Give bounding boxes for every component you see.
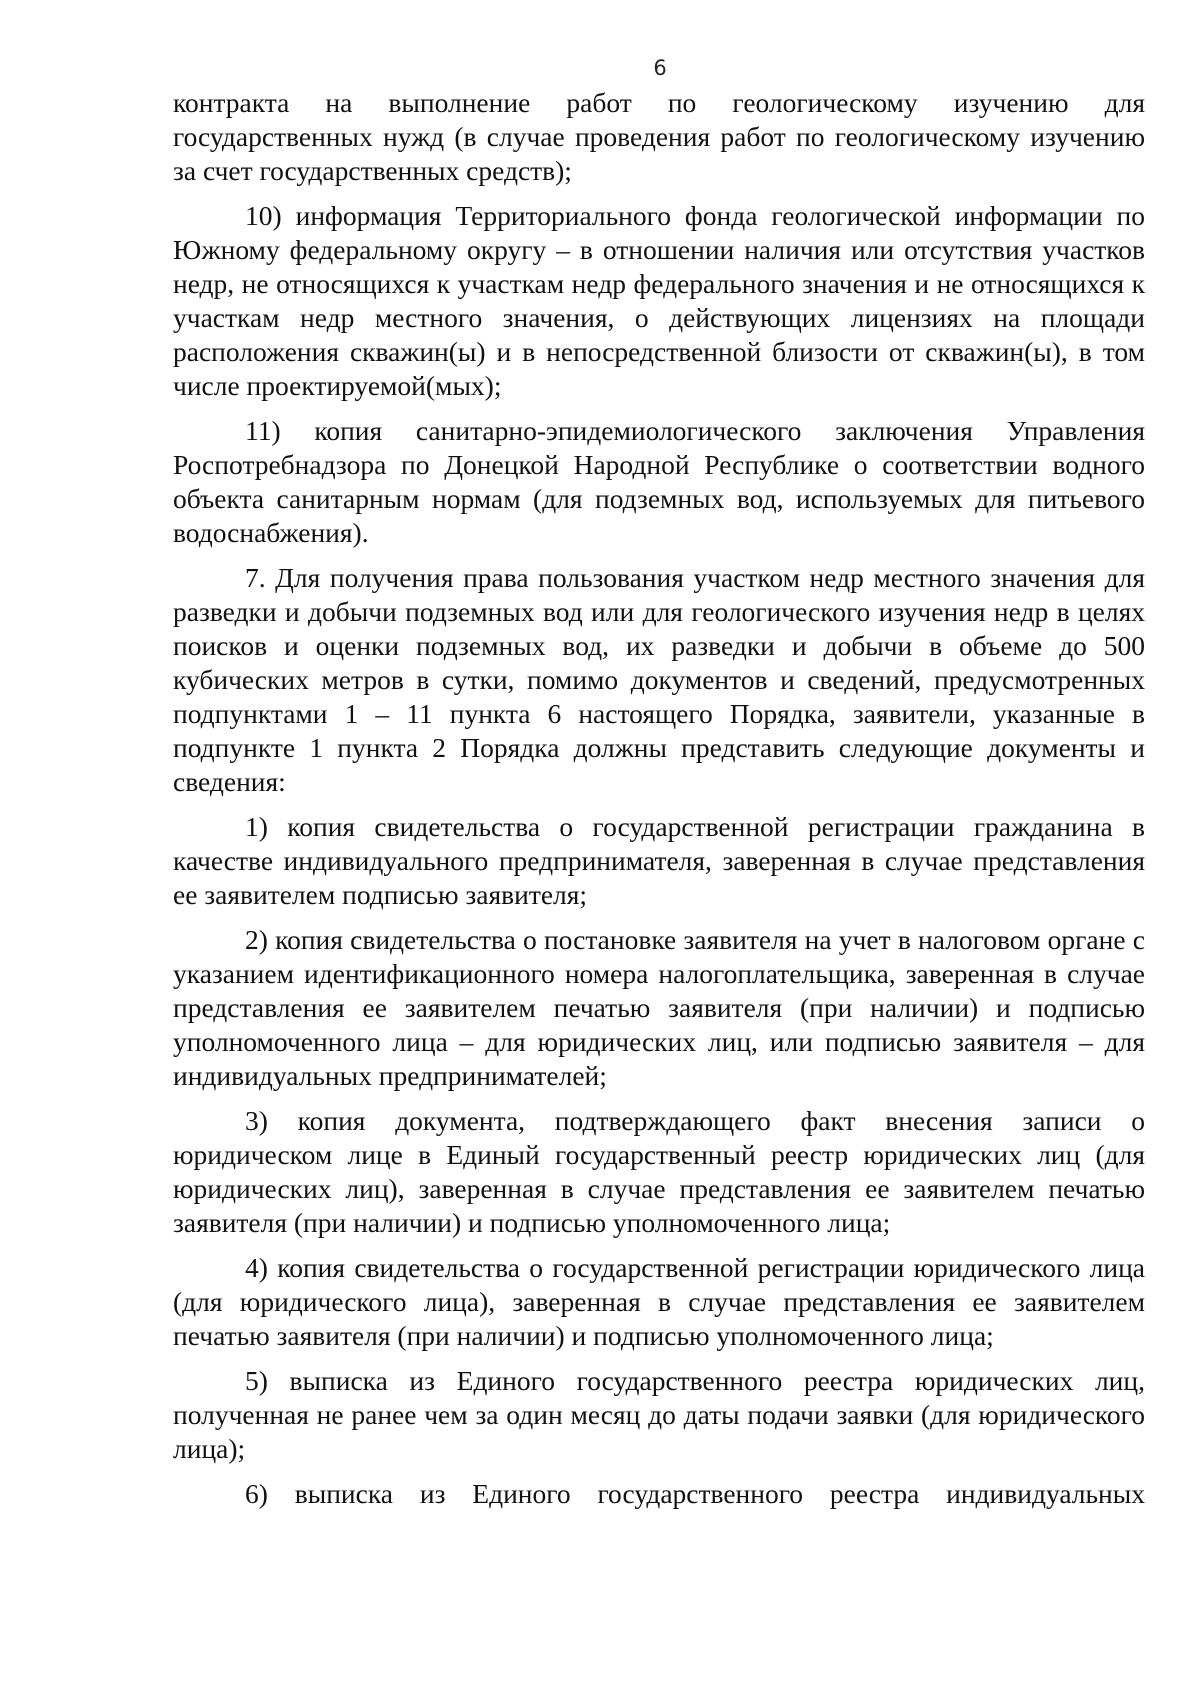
paragraph-subitem-3: 3) копия документа, подтверждающего факт внесения записи о юридическом лице в Единый государственный реестр юридических лиц (для юридических лиц), заверенная в случае представления ее заявителем печатью заявителя (при наличии) и подписью уполномоченного лица; xyxy=(173,1105,1145,1238)
paragraph-subitem-5: 5) выписка из Единого государственного реестра юридических лиц, полученная не ранее чем за один месяц до даты подачи заявки (для юридического лица); xyxy=(173,1365,1145,1464)
paragraph-section-7: 7. Для получения права пользования участком недр местного значения для разведки и добычи подземных вод или для геологического изучения недр в целях поисков и оценки подземных вод, их разведки и добычи в объеме до 500 кубических метров в сутки, помимо документов и сведений, предусмотренных подпунктами 1 – 11 пункта 6 настоящего Порядка, заявители, указанные в подпункте 1 пункта 2 Порядка должны представить следующие документы и сведения: xyxy=(173,562,1145,797)
paragraph-item-11: 11) копия санитарно-эпидемиологического заключения Управления Роспотребнадзора по Донецкой Народной Республике о соответствии водного объекта санитарным нормам (для подземных вод, используемых для питьевого водоснабжения). xyxy=(173,415,1145,548)
paragraph-subitem-6: 6) выписка из Единого государственного реестра индивидуальных xyxy=(245,1478,1145,1509)
paragraph-subitem-1: 1) копия свидетельства о государственной регистрации гражданина в качестве индивидуального предпринимателя, заверенная в случае представления ее заявителем подписью заявителя; xyxy=(173,811,1145,910)
paragraph-subitem-2: 2) копия свидетельства о постановке заявителя на учет в налоговом органе с указанием идентификационного номера налогоплательщика, заверенная в случае представления ее заявителем печатью заявителя (при наличии) и подписью уполномоченного лица – для юридических лиц, или подписью заявителя – для индивидуальных предпринимателей; xyxy=(173,924,1145,1091)
paragraph-contract-continuation: контракта на выполнение работ по геологическому изучению для государственных нужд (в случае проведения работ по геологическому изучению за счет государственных средств); xyxy=(173,87,1145,186)
page-number: 6 xyxy=(653,56,667,80)
document-body xyxy=(173,86,1145,1522)
paragraph-subitem-4: 4) копия свидетельства о государственной регистрации юридического лица (для юридического лица), заверенная в случае представления ее заявителем печатью заявителя (при наличии) и подписью уполномоченного лица; xyxy=(173,1252,1145,1351)
paragraph-item-10: 10) информация Территориального фонда геологической информации по Южному федеральному округу – в отношении наличия или отсутствия участков недр, не относящихся к участкам недр федерального значения и не относящихся к участкам недр местного значения, о действующих лицензиях на площади расположения скважин(ы) и в непосредственной близости от скважин(ы), в том числе проектируемой(мых); xyxy=(173,200,1145,401)
